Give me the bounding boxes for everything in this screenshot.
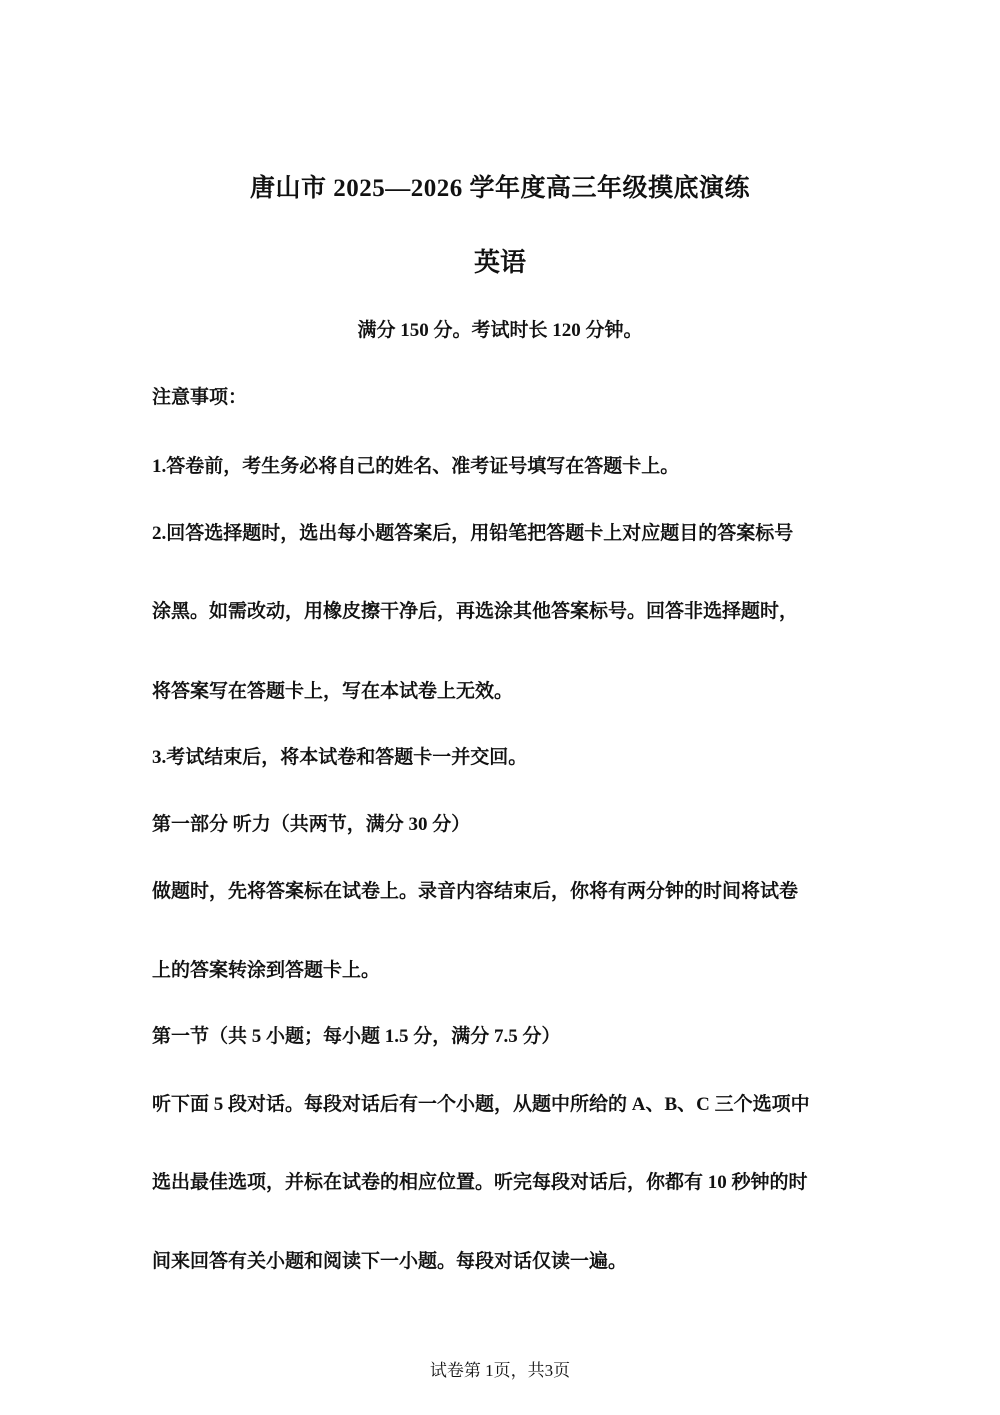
section1-instruction-3: 间来回答有关小题和阅读下一小题。每段对话仅读一遍。 [152,1251,628,1272]
section1-instruction-2: 选出最佳选项，并标在试卷的相应位置。听完每段对话后，你都有 10 秒钟的时 [152,1172,808,1193]
notice-line-5: 3.考试结束后，将本试卷和答题卡一并交回。 [152,747,528,768]
exam-title: 唐山市 2025—2026 学年度高三年级摸底演练 [249,175,750,202]
notice-line-4: 将答案写在答题卡上，写在本试卷上无效。 [152,681,514,702]
score-info: 满分 150 分。考试时长 120 分钟。 [357,320,643,341]
page-footer: 试卷第 1页，共3页 [429,1361,571,1380]
notice-line-2: 2.回答选择题时，选出每小题答案后，用铅笔把答题卡上对应题目的答案标号 [152,523,794,544]
section1-instruction-1: 听下面 5 段对话。每段对话后有一个小题，从题中所给的 A、B、C 三个选项中 [152,1094,810,1115]
section1-heading: 第一节（共 5 小题；每小题 1.5 分，满分 7.5 分） [152,1026,561,1047]
part1-instruction-1: 做题时，先将答案标在试卷上。录音内容结束后，你将有两分钟的时间将试卷 [152,881,799,902]
part1-heading: 第一部分 听力（共两节，满分 30 分） [152,814,471,835]
subject-title: 英语 [473,248,526,277]
notice-line-1: 1.答卷前，考生务必将自己的姓名、准考证号填写在答题卡上。 [152,456,680,477]
notice-line-3: 涂黑。如需改动，用橡皮擦干净后，再选涂其他答案标号。回答非选择题时， [152,601,799,622]
part1-instruction-2: 上的答案转涂到答题卡上。 [152,960,381,981]
notice-heading: 注意事项： [152,387,248,408]
